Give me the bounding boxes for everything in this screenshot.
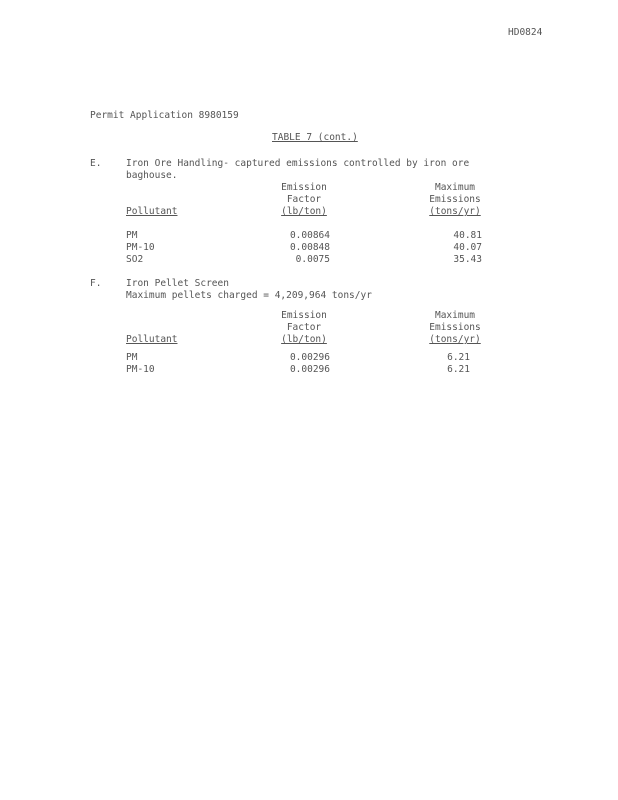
table-row-max: 6.21 [447,352,470,363]
table-title: TABLE 7 (cont.) [272,132,358,143]
section-e-factor-header-3: (lb/ton) [281,206,327,217]
section-f-factor-header-1: Emission [281,310,327,321]
table-row-factor: 0.00296 [289,352,330,363]
section-e-factor-header-2: Factor [286,194,322,205]
table-row-max: 40.07 [453,242,482,253]
section-e-text-line1: Iron Ore Handling- captured emissions controlled by iron ore [126,158,470,169]
section-f-max-header-1: Maximum [434,310,476,321]
section-f-number: F. [90,278,102,289]
page-id: HD0824 [508,27,543,38]
table-row-max: 6.21 [447,364,470,375]
section-f-pollutant-header: Pollutant [126,334,178,345]
section-e-max-header-1: Maximum [434,182,476,193]
section-e-number: E. [90,158,102,169]
table-row-max: 35.43 [453,254,482,265]
permit-application-line: Permit Application 8980159 [90,110,239,121]
table-row-factor: 0.0075 [295,254,330,265]
table-row-pollutant: PM [126,352,138,363]
table-row-pollutant: SO2 [126,254,144,265]
table-row-pollutant: PM-10 [126,242,155,253]
section-f-max-header-3: (tons/yr) [429,334,481,345]
section-f-max-header-2: Emissions [429,322,481,333]
section-e-max-header-3: (tons/yr) [429,206,481,217]
section-e-factor-header-1: Emission [281,182,327,193]
section-f-factor-header-3: (lb/ton) [281,334,327,345]
section-f-text-line1: Iron Pellet Screen [126,278,229,289]
table-row-pollutant: PM-10 [126,364,155,375]
table-row-pollutant: PM [126,230,138,241]
section-e-pollutant-header: Pollutant [126,206,178,217]
table-row-factor: 0.00296 [289,364,330,375]
section-e-max-header-2: Emissions [429,194,481,205]
table-row-factor: 0.00864 [289,230,330,241]
table-row-factor: 0.00848 [289,242,330,253]
table-row-max: 40.81 [453,230,482,241]
section-e-text-line2: baghouse. [126,170,178,181]
section-f-text-line2: Maximum pellets charged = 4,209,964 tons/yr [126,290,372,301]
section-f-factor-header-2: Factor [286,322,322,333]
